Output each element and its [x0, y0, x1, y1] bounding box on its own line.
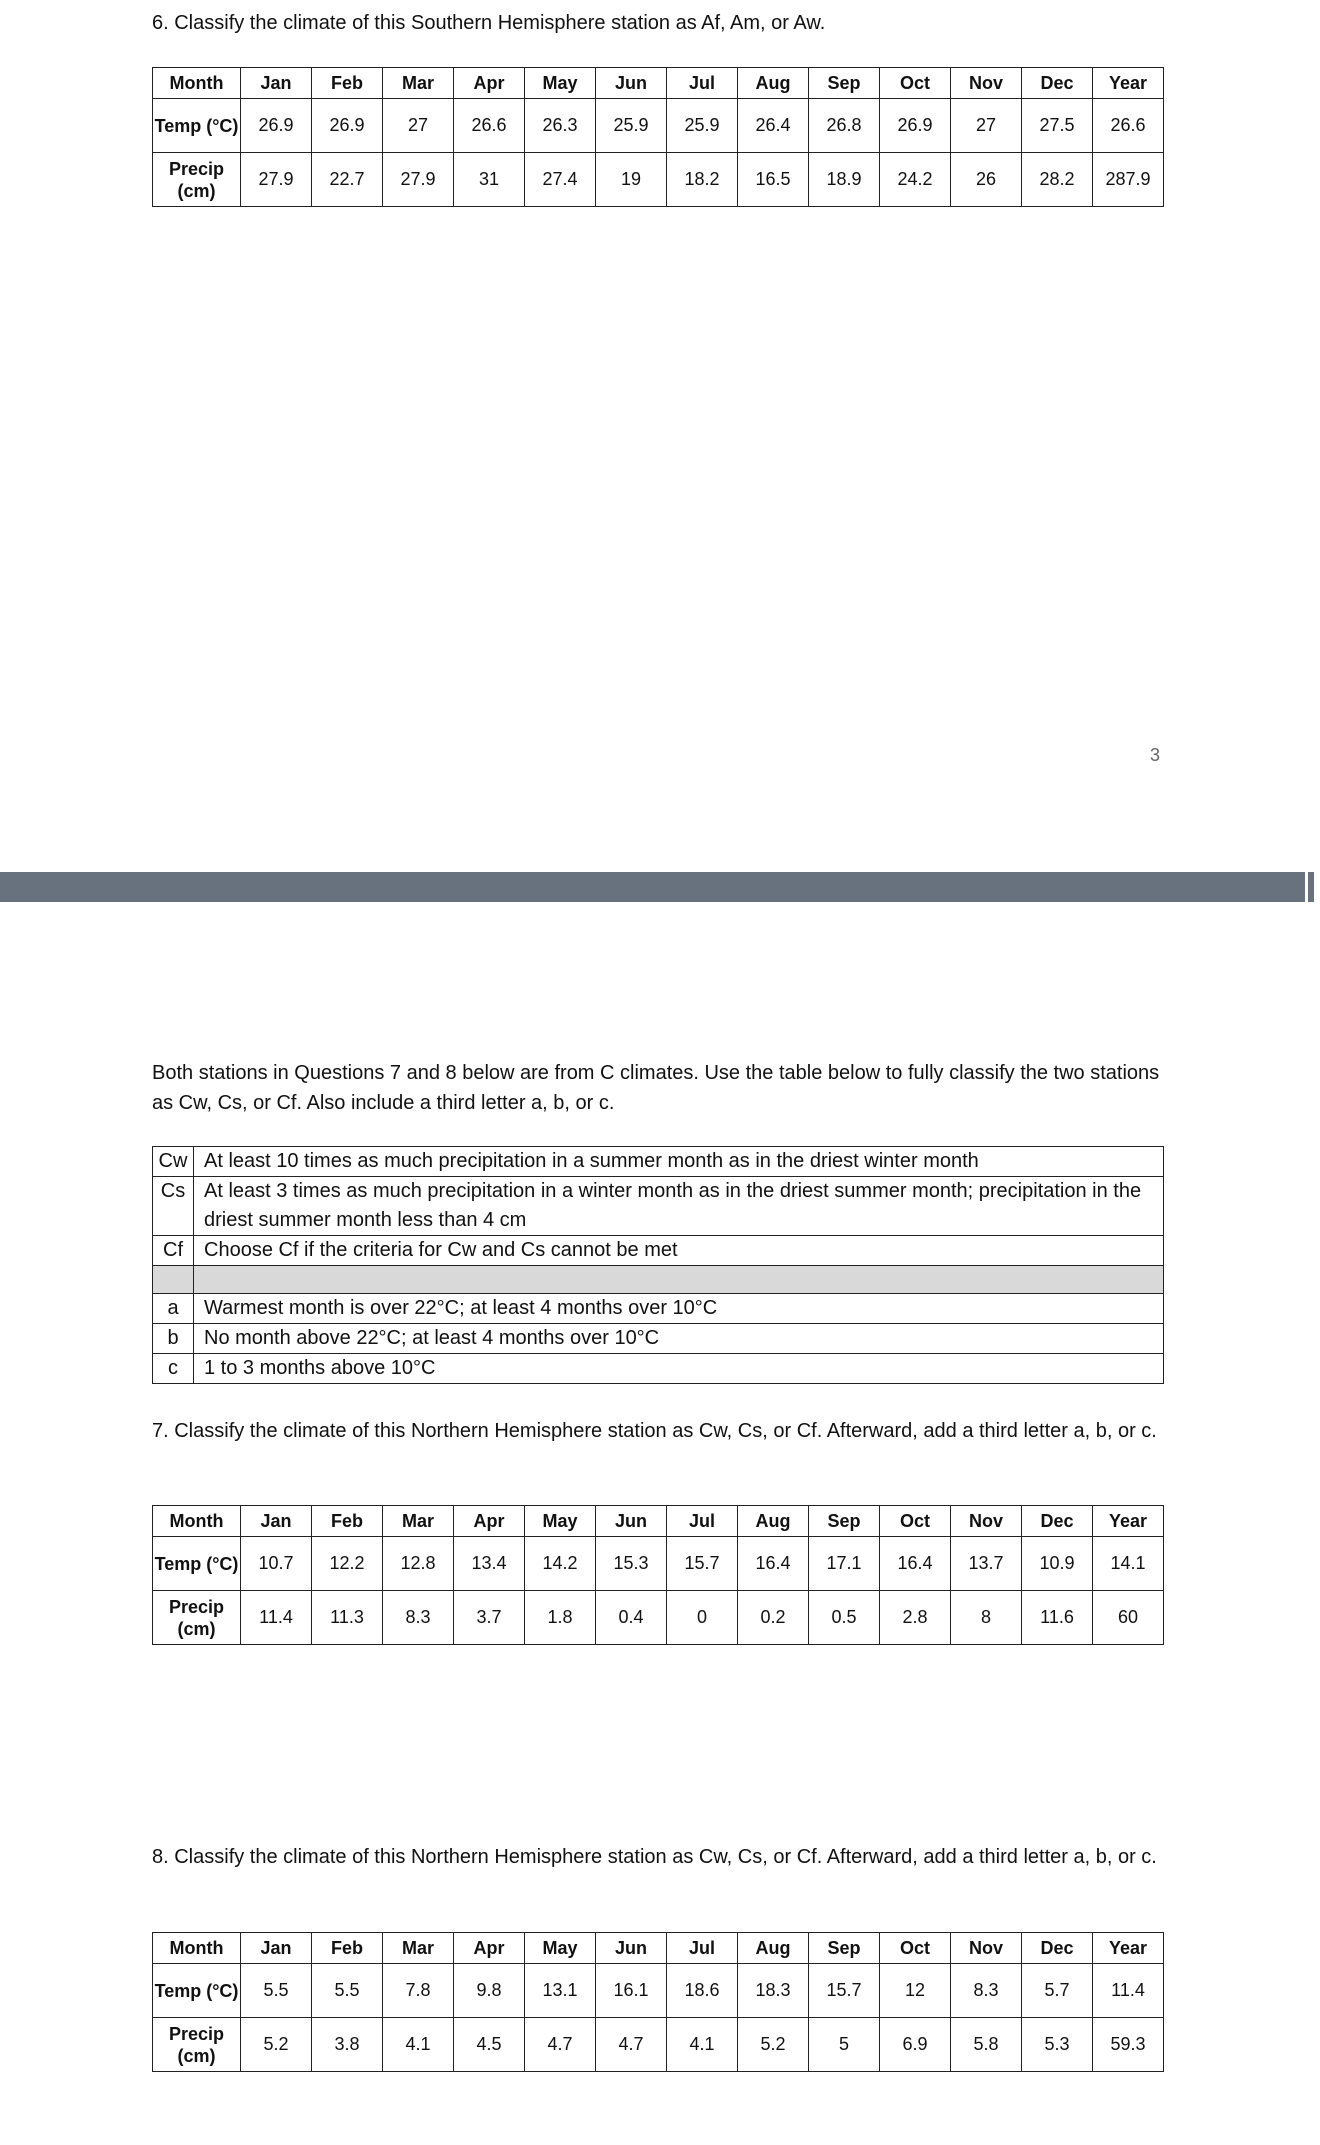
- table-cell: 18.9: [809, 153, 880, 207]
- column-header: Feb: [312, 68, 383, 99]
- intro-text: Both stations in Questions 7 and 8 below are from C climates. Use the table below to fully classify the two stations as Cw, Cs, or Cf. Also include a third letter a, b, or c.: [152, 1062, 1160, 1114]
- table-cell: 27: [383, 99, 454, 153]
- table-cell: 12.8: [383, 1537, 454, 1591]
- column-header: Year: [1093, 1506, 1164, 1537]
- criteria-separator-row: [153, 1266, 1164, 1294]
- column-header: Jun: [596, 1506, 667, 1537]
- scrollbar-thumb[interactable]: [1305, 872, 1320, 902]
- criteria-text: Choose Cf if the criteria for Cw and Cs cannot be met: [194, 1236, 1164, 1266]
- column-header: May: [525, 1506, 596, 1537]
- table-cell: 11.3: [312, 1591, 383, 1645]
- table-cell: 12.2: [312, 1537, 383, 1591]
- q7-climate-table: [152, 1505, 1164, 1645]
- table-cell: 26.6: [454, 99, 525, 153]
- column-header: Jun: [596, 68, 667, 99]
- table-cell: 28.2: [1022, 153, 1093, 207]
- table-cell: 5.5: [312, 1964, 383, 2018]
- table-cell: 18.3: [738, 1964, 809, 2018]
- column-header: Oct: [880, 1933, 951, 1964]
- table-cell: 26.6: [1093, 99, 1164, 153]
- column-header: Jun: [596, 1933, 667, 1964]
- table-cell: 0.2: [738, 1591, 809, 1645]
- table-cell: 5: [809, 2018, 880, 2072]
- column-header: Dec: [1022, 68, 1093, 99]
- table-cell: 1.8: [525, 1591, 596, 1645]
- table-cell: 27.9: [241, 153, 312, 207]
- table-cell: 26.9: [880, 99, 951, 153]
- page-separator: [0, 872, 1305, 902]
- temp-row: [153, 1537, 1164, 1591]
- table-cell: 0.4: [596, 1591, 667, 1645]
- table-cell: 6.9: [880, 2018, 951, 2072]
- table-cell: 4.7: [596, 2018, 667, 2072]
- criteria-code: Cs: [153, 1177, 194, 1236]
- column-header: Apr: [454, 1933, 525, 1964]
- column-header: May: [525, 1933, 596, 1964]
- column-header: Aug: [738, 1933, 809, 1964]
- q6-prompt: 6. Classify the climate of this Southern Hemisphere station as Af, Am, or Aw.: [152, 12, 826, 34]
- table-cell: 19: [596, 153, 667, 207]
- table-cell: 0.5: [809, 1591, 880, 1645]
- column-header: Jul: [667, 1933, 738, 1964]
- column-header: Apr: [454, 68, 525, 99]
- criteria-table: [152, 1146, 1164, 1384]
- precip-row: [153, 1591, 1164, 1645]
- table-cell: 16.4: [880, 1537, 951, 1591]
- temp-row-label: Temp (°C): [153, 1964, 241, 2018]
- table-cell: 2.8: [880, 1591, 951, 1645]
- column-header: Dec: [1022, 1506, 1093, 1537]
- table-cell: 4.5: [454, 2018, 525, 2072]
- criteria-text: Warmest month is over 22°C; at least 4 months over 10°C: [194, 1294, 1164, 1324]
- table-cell: 16.1: [596, 1964, 667, 2018]
- table-cell: 18.6: [667, 1964, 738, 2018]
- table-cell: 13.7: [951, 1537, 1022, 1591]
- column-header: Oct: [880, 1506, 951, 1537]
- criteria-code: c: [153, 1354, 194, 1384]
- table-cell: 5.7: [1022, 1964, 1093, 2018]
- table-cell: 13.1: [525, 1964, 596, 2018]
- table-cell: 24.2: [880, 153, 951, 207]
- table-cell: 287.9: [1093, 153, 1164, 207]
- table-cell: 0: [667, 1591, 738, 1645]
- table-cell: 60: [1093, 1591, 1164, 1645]
- table-cell: 14.2: [525, 1537, 596, 1591]
- column-header: Dec: [1022, 1933, 1093, 1964]
- temp-row-label: Temp (°C): [153, 1537, 241, 1591]
- table-cell: 4.1: [667, 2018, 738, 2072]
- column-header: Year: [1093, 1933, 1164, 1964]
- table-cell: 59.3: [1093, 2018, 1164, 2072]
- table-cell: 10.9: [1022, 1537, 1093, 1591]
- header-row: [153, 1506, 1164, 1537]
- criteria-text: 1 to 3 months above 10°C: [194, 1354, 1164, 1384]
- table-cell: 27: [951, 99, 1022, 153]
- criteria-text: At least 3 times as much precipitation in a winter month as in the driest summer month; precipitation in the driest summer month less than 4 cm: [194, 1177, 1164, 1236]
- column-header: Oct: [880, 68, 951, 99]
- column-header: Jan: [241, 1933, 312, 1964]
- table-cell: 27.4: [525, 153, 596, 207]
- page-number: 3: [1150, 745, 1161, 765]
- table-cell: 3.8: [312, 2018, 383, 2072]
- column-header: Feb: [312, 1933, 383, 1964]
- q7-prompt: 7. Classify the climate of this Northern Hemisphere station as Cw, Cs, or Cf. Afterward, add a third letter a, b, or c.: [152, 1420, 1157, 1442]
- table-cell: 26.4: [738, 99, 809, 153]
- month-header: Month: [153, 1506, 241, 1537]
- table-cell: 14.1: [1093, 1537, 1164, 1591]
- table-cell: 9.8: [454, 1964, 525, 2018]
- month-header: Month: [153, 1933, 241, 1964]
- temp-row: [153, 99, 1164, 153]
- column-header: Jul: [667, 68, 738, 99]
- table-cell: 18.2: [667, 153, 738, 207]
- table-cell: 16.4: [738, 1537, 809, 1591]
- criteria-row: [153, 1324, 1164, 1354]
- table-cell: 5.3: [1022, 2018, 1093, 2072]
- criteria-row: [153, 1236, 1164, 1266]
- table-cell: 26: [951, 153, 1022, 207]
- criteria-code: a: [153, 1294, 194, 1324]
- criteria-row: [153, 1177, 1164, 1236]
- table-cell: 15.7: [809, 1964, 880, 2018]
- column-header: Aug: [738, 68, 809, 99]
- q8-prompt: 8. Classify the climate of this Northern Hemisphere station as Cw, Cs, or Cf. Afterward, add a third letter a, b, or c.: [152, 1846, 1157, 1868]
- precip-row: [153, 2018, 1164, 2072]
- column-header: Jul: [667, 1506, 738, 1537]
- column-header: Mar: [383, 1933, 454, 1964]
- column-header: Feb: [312, 1506, 383, 1537]
- precip-row: [153, 153, 1164, 207]
- table-cell: 5.8: [951, 2018, 1022, 2072]
- table-cell: 17.1: [809, 1537, 880, 1591]
- table-cell: 31: [454, 153, 525, 207]
- table-cell: 22.7: [312, 153, 383, 207]
- table-cell: 26.9: [241, 99, 312, 153]
- column-header: Mar: [383, 1506, 454, 1537]
- table-cell: 8: [951, 1591, 1022, 1645]
- column-header: Year: [1093, 68, 1164, 99]
- criteria-text: No month above 22°C; at least 4 months over 10°C: [194, 1324, 1164, 1354]
- table-cell: 26.8: [809, 99, 880, 153]
- column-header: Aug: [738, 1506, 809, 1537]
- column-header: Jan: [241, 1506, 312, 1537]
- criteria-code: Cf: [153, 1236, 194, 1266]
- table-cell: 12: [880, 1964, 951, 2018]
- table-cell: 8.3: [951, 1964, 1022, 2018]
- table-cell: 10.7: [241, 1537, 312, 1591]
- table-cell: 26.9: [312, 99, 383, 153]
- column-header: Jan: [241, 68, 312, 99]
- criteria-code: Cw: [153, 1147, 194, 1177]
- table-cell: 25.9: [667, 99, 738, 153]
- table-cell: 11.4: [1093, 1964, 1164, 2018]
- criteria-code: b: [153, 1324, 194, 1354]
- column-header: Sep: [809, 1506, 880, 1537]
- column-header: Sep: [809, 68, 880, 99]
- table-cell: 16.5: [738, 153, 809, 207]
- table-cell: 15.3: [596, 1537, 667, 1591]
- criteria-row: [153, 1354, 1164, 1384]
- temp-row: [153, 1964, 1164, 2018]
- criteria-row: [153, 1147, 1164, 1177]
- q6-climate-table: [152, 67, 1164, 207]
- table-cell: 26.3: [525, 99, 596, 153]
- header-row: [153, 68, 1164, 99]
- column-header: Nov: [951, 1506, 1022, 1537]
- table-cell: 11.4: [241, 1591, 312, 1645]
- table-cell: 4.7: [525, 2018, 596, 2072]
- column-header: Sep: [809, 1933, 880, 1964]
- table-cell: 5.2: [241, 2018, 312, 2072]
- table-cell: 15.7: [667, 1537, 738, 1591]
- table-cell: 25.9: [596, 99, 667, 153]
- table-cell: 11.6: [1022, 1591, 1093, 1645]
- criteria-text: At least 10 times as much precipitation in a summer month as in the driest winter month: [194, 1147, 1164, 1177]
- column-header: Nov: [951, 1933, 1022, 1964]
- table-cell: 3.7: [454, 1591, 525, 1645]
- header-row: [153, 1933, 1164, 1964]
- table-cell: 4.1: [383, 2018, 454, 2072]
- precip-row-label: Precip (cm): [153, 153, 241, 207]
- table-cell: 5.5: [241, 1964, 312, 2018]
- table-cell: 5.2: [738, 2018, 809, 2072]
- table-cell: 7.8: [383, 1964, 454, 2018]
- precip-row-label: Precip (cm): [153, 1591, 241, 1645]
- column-header: Mar: [383, 68, 454, 99]
- temp-row-label: Temp (°C): [153, 99, 241, 153]
- table-cell: 27.9: [383, 153, 454, 207]
- precip-row-label: Precip (cm): [153, 2018, 241, 2072]
- criteria-row: [153, 1294, 1164, 1324]
- column-header: Apr: [454, 1506, 525, 1537]
- table-cell: 13.4: [454, 1537, 525, 1591]
- month-header: Month: [153, 68, 241, 99]
- column-header: May: [525, 68, 596, 99]
- table-cell: 27.5: [1022, 99, 1093, 153]
- q8-climate-table: [152, 1932, 1164, 2072]
- table-cell: 8.3: [383, 1591, 454, 1645]
- column-header: Nov: [951, 68, 1022, 99]
